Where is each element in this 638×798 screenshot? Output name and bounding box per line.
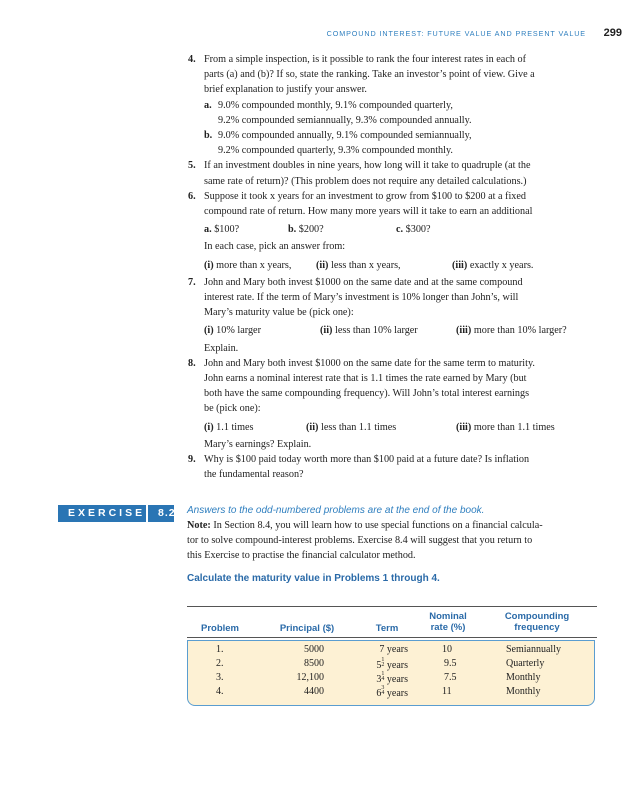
choice-iii: (iii) exactly x years. (452, 259, 534, 271)
note-label: Note: (187, 520, 211, 531)
question-5 (186, 158, 596, 188)
cell-term: 6 3 4 years (376, 685, 408, 699)
option-b: b. $200? (288, 224, 324, 236)
option-row (204, 222, 596, 237)
cell-rate: 10 (442, 644, 452, 655)
cell-frequency: Monthly (506, 672, 541, 683)
cell-principal: 12,100 (296, 672, 324, 683)
choice-row (204, 420, 596, 435)
cell-term: 7 years (379, 644, 408, 655)
cell-problem: 4. (216, 686, 224, 697)
question-line: compound rate of return. How many more years will it take to earn an additional (204, 206, 533, 218)
running-header (0, 27, 638, 43)
choice-iii: (iii) more than 10% larger? (456, 325, 567, 337)
cell-problem: 1. (216, 644, 224, 655)
question-tail: Mary’s earnings? Explain. (204, 438, 312, 450)
option-c: c. $300? (396, 224, 431, 236)
question-9 (186, 452, 596, 482)
header-frequency: Compounding frequency (504, 611, 570, 633)
question-4 (186, 52, 596, 158)
choice-i: (i) more than x years, (204, 259, 292, 271)
question-line: both have the same compounding frequency). Will John’s total interest earnings (204, 388, 530, 400)
question-7 (186, 275, 596, 356)
header-problem: Problem (200, 623, 239, 634)
exercise-banner (58, 505, 174, 522)
question-tail: Explain. (204, 342, 239, 354)
question-line: interest rate. If the term of Mary’s investment is 10% longer than John’s, will (204, 292, 519, 304)
note-line: tor to solve compound-interest problems. Exercise 8.4 will suggest that you return to (187, 535, 533, 546)
header-rate: Nominal rate (%) (429, 611, 467, 633)
banner-divider (146, 505, 148, 522)
cell-term: 5 1 2 years (376, 657, 408, 671)
question-number: 6. (188, 190, 196, 202)
question-line: same rate of return)? (This problem does not require any detailed calculations.) (204, 175, 527, 187)
choice-iii: (iii) more than 1.1 times (456, 421, 555, 433)
question-line: Suppose it took x years for an investment to grow from $100 to $200 at a fixed (204, 190, 526, 202)
table-row (188, 644, 594, 657)
question-number: 4. (188, 54, 196, 65)
cell-frequency: Semiannually (506, 644, 561, 655)
question-number: 7. (188, 276, 196, 288)
note-line: this Exercise to practise the financial calculator method. (187, 550, 416, 561)
question-line: Mary’s maturity value be (pick one): (204, 307, 354, 319)
cell-rate: 11 (442, 686, 452, 697)
answers-note: Answers to the odd-numbered problems are at the end of the book. (187, 505, 485, 516)
cell-principal: 4400 (304, 686, 324, 697)
note-line: Note: In Section 8.4, you will learn how to use special functions on a financial calcula- (187, 520, 543, 531)
choice-i: (i) 1.1 times (204, 421, 254, 433)
part-line: 9.2% compounded quarterly, 9.3% compounded monthly. (218, 145, 453, 157)
question-number: 9. (188, 454, 196, 466)
question-line: brief explanation to justify your answer. (204, 84, 367, 96)
table-row (188, 658, 594, 671)
exercise-word: EXERCISE (68, 507, 146, 519)
part-label: b. (204, 130, 213, 142)
table-body (187, 640, 595, 706)
question-line: parts (a) and (b)? If so, state the ranking. Take an investor’s point of view. Give a (204, 69, 535, 81)
question-line: From a simple inspection, is it possible to rank the four interest rates in each of (204, 54, 526, 65)
part-label: a. (204, 99, 212, 111)
table-row (188, 686, 594, 699)
cell-problem: 3. (216, 672, 224, 683)
choice-i: (i) 10% larger (204, 325, 261, 337)
header-principal: Principal ($) (279, 623, 335, 634)
part-line: 9.2% compounded semiannually, 9.3% compounded annually. (218, 114, 472, 126)
cell-problem: 2. (216, 658, 224, 669)
part-line: 9.0% compounded monthly, 9.1% compounded quarterly, (218, 99, 453, 111)
question-6 (186, 189, 596, 273)
choice-ii: (ii) less than 10% larger (320, 325, 418, 337)
cell-principal: 8500 (304, 658, 324, 669)
cell-principal: 5000 (304, 644, 324, 655)
header-term: Term (375, 623, 399, 634)
question-line: be (pick one): (204, 403, 261, 415)
question-line: If an investment doubles in nine years, how long will it take to quadruple (at the (204, 160, 531, 172)
question-line: John earns a nominal interest rate that is 1.1 times the rate earned by Mary (but (204, 373, 527, 385)
question-number: 5. (188, 160, 196, 172)
exercise-number: 8.2 (158, 507, 176, 519)
exercise-instruction: Calculate the maturity value in Problems 1 through 4. (187, 573, 440, 584)
choice-ii: (ii) less than x years, (316, 259, 401, 271)
pick-instruction: In each case, pick an answer from: (204, 241, 346, 253)
table-row (188, 672, 594, 685)
part-line: 9.0% compounded annually, 9.1% compounded semiannually, (218, 130, 472, 142)
table-header (187, 606, 597, 638)
choice-ii: (ii) less than 1.1 times (306, 421, 397, 433)
cell-rate: 9.5 (444, 658, 457, 669)
option-a: a. $100? (204, 224, 240, 236)
question-line: the fundamental reason? (204, 469, 304, 481)
question-8 (186, 356, 596, 452)
question-line: John and Mary both invest $1000 on the same date and at the same compound (204, 276, 523, 288)
question-number: 8. (188, 357, 196, 369)
cell-frequency: Monthly (506, 686, 541, 697)
choice-row (204, 258, 596, 273)
cell-frequency: Quarterly (506, 658, 545, 669)
question-line: John and Mary both invest $1000 on the same date for the same term to maturity. (204, 357, 535, 369)
cell-rate: 7.5 (444, 672, 457, 683)
question-list (186, 52, 596, 482)
choice-row (204, 323, 596, 338)
question-line: Why is $100 paid today worth more than $100 paid at a future date? Is inflation (204, 454, 530, 466)
part-b (204, 128, 596, 158)
page-number: 299 (603, 27, 622, 39)
exercise-intro (187, 503, 597, 563)
chapter-title: COMPOUND INTEREST: FUTURE VALUE AND PRESENT VALUE (326, 29, 586, 38)
cell-term: 3 1 4 years (376, 671, 408, 685)
part-a (204, 98, 596, 128)
